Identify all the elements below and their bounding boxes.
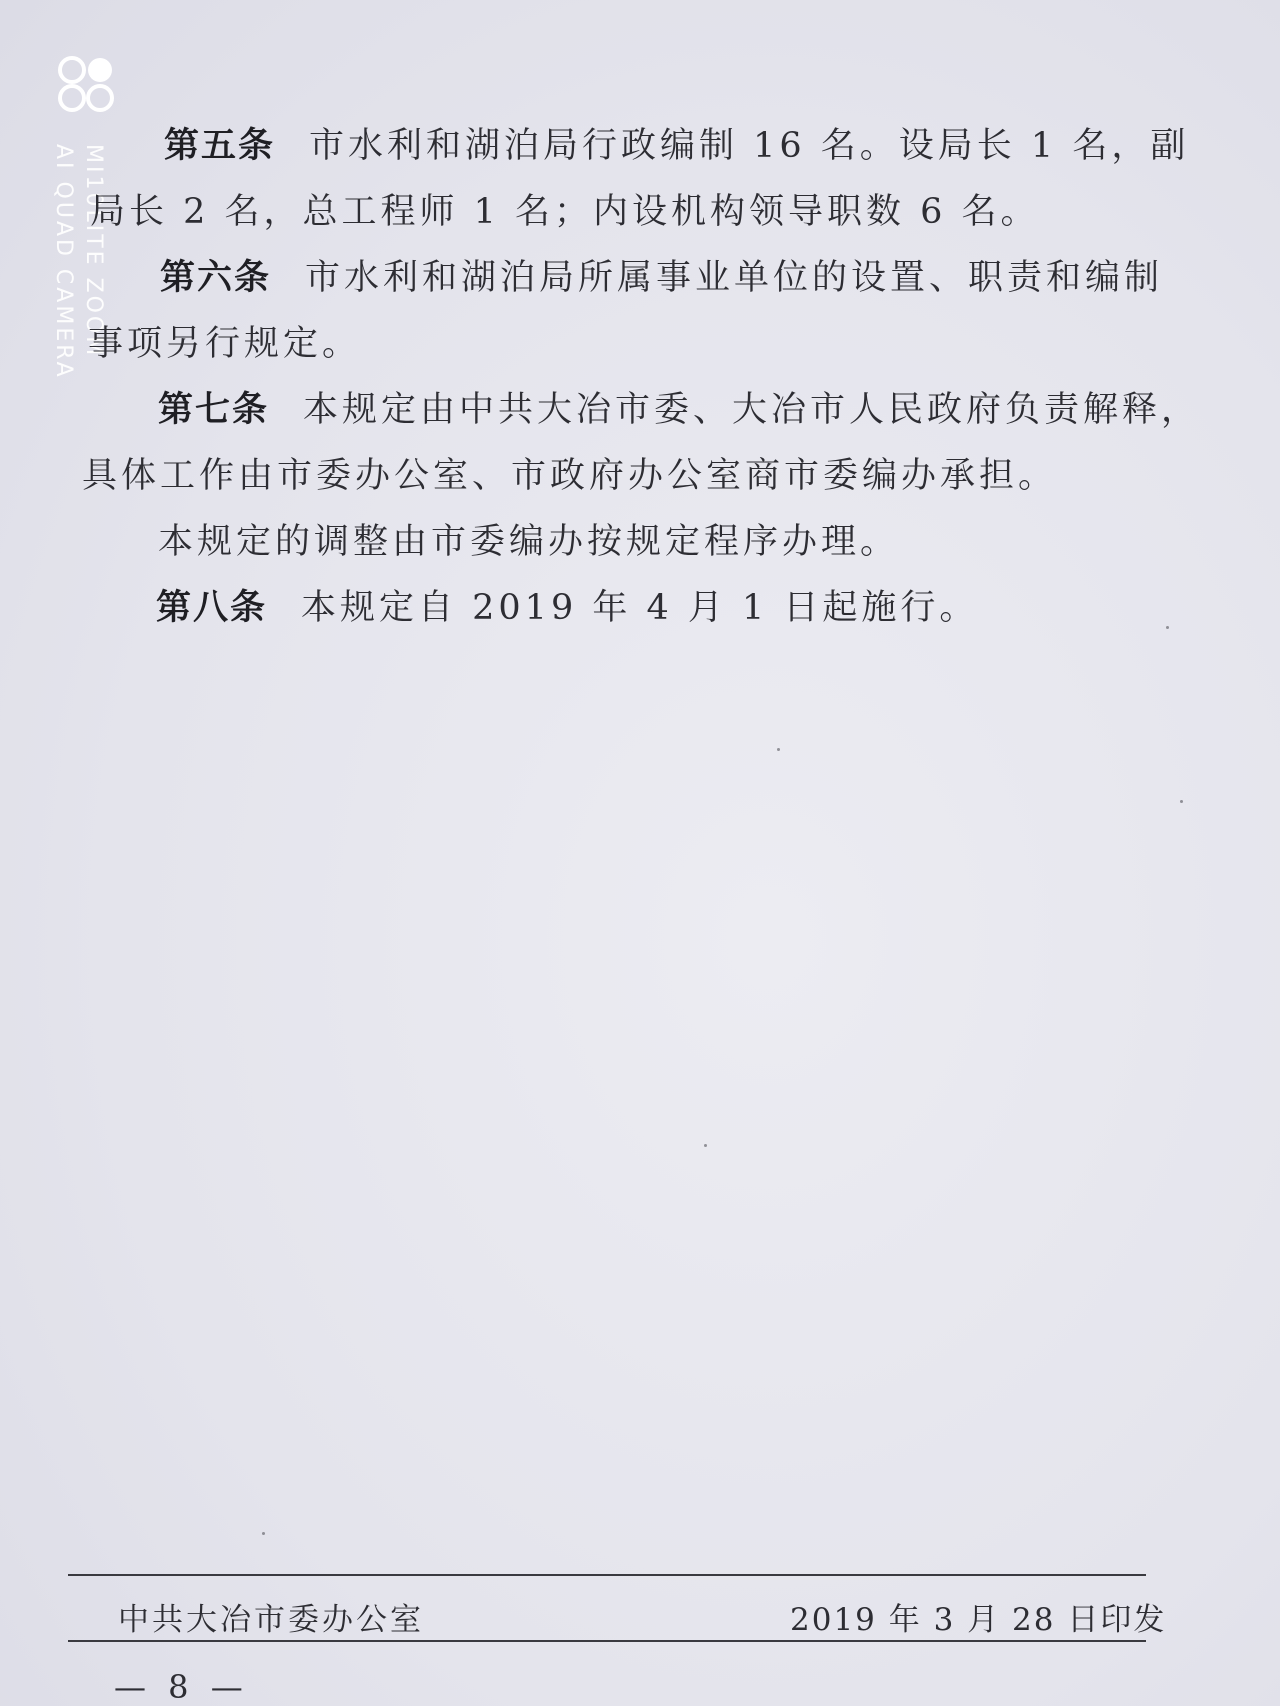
article-7-line-2: 具体工作由市委办公室、市政府办公室商市委编办承担。 [82,456,1058,496]
watermark-line-1: MI10LITE ZOOM [81,144,106,359]
article-6-heading: 第六条 [160,257,272,298]
camera-watermark [48,52,120,432]
footer-issuer: 中共大冶市委办公室 [118,1602,424,1638]
article-5-line-1 [164,126,1189,166]
paper-speck [1166,626,1169,629]
paper-speck [704,1144,707,1147]
article-8-text: 本规定自 2019 年 4 月 1 日起施行。 [301,588,979,628]
article-7-text-1: 本规定由中共大冶市委、大冶市人民政府负责解释， [303,390,1201,430]
adjustment-note: 本规定的调整由市委编办按规定程序办理。 [158,522,900,562]
paper-speck [1180,800,1183,803]
article-6-line-2: 事项另行规定。 [88,324,362,364]
article-7-line-1 [158,390,1200,430]
article-5-heading: 第五条 [164,125,276,166]
article-6-text-1: 市水利和湖泊局所属事业单位的设置、职责和编制 [305,258,1164,298]
watermark-line-2: AI QUAD CAMERA [51,144,76,380]
article-7-heading: 第七条 [158,389,270,430]
footer-issue-date: 2019 年 3 月 28 日印发 [790,1602,1167,1638]
paper-speck [777,748,780,751]
paper-speck [262,1532,265,1535]
page-number: — 8 — [114,1668,249,1706]
article-5-text-1: 市水利和湖泊局行政编制 16 名。设局长 1 名，副 [309,126,1190,166]
footer-top-rule [68,1574,1146,1576]
article-8-heading: 第八条 [156,587,268,628]
article-8-line [156,588,978,628]
footer-bottom-rule [68,1640,1146,1642]
article-5-line-2: 局长 2 名，总工程师 1 名；内设机构领导职数 6 名。 [90,192,1040,232]
camera-logo-icon [54,52,118,116]
article-6-line-1 [160,258,1163,298]
